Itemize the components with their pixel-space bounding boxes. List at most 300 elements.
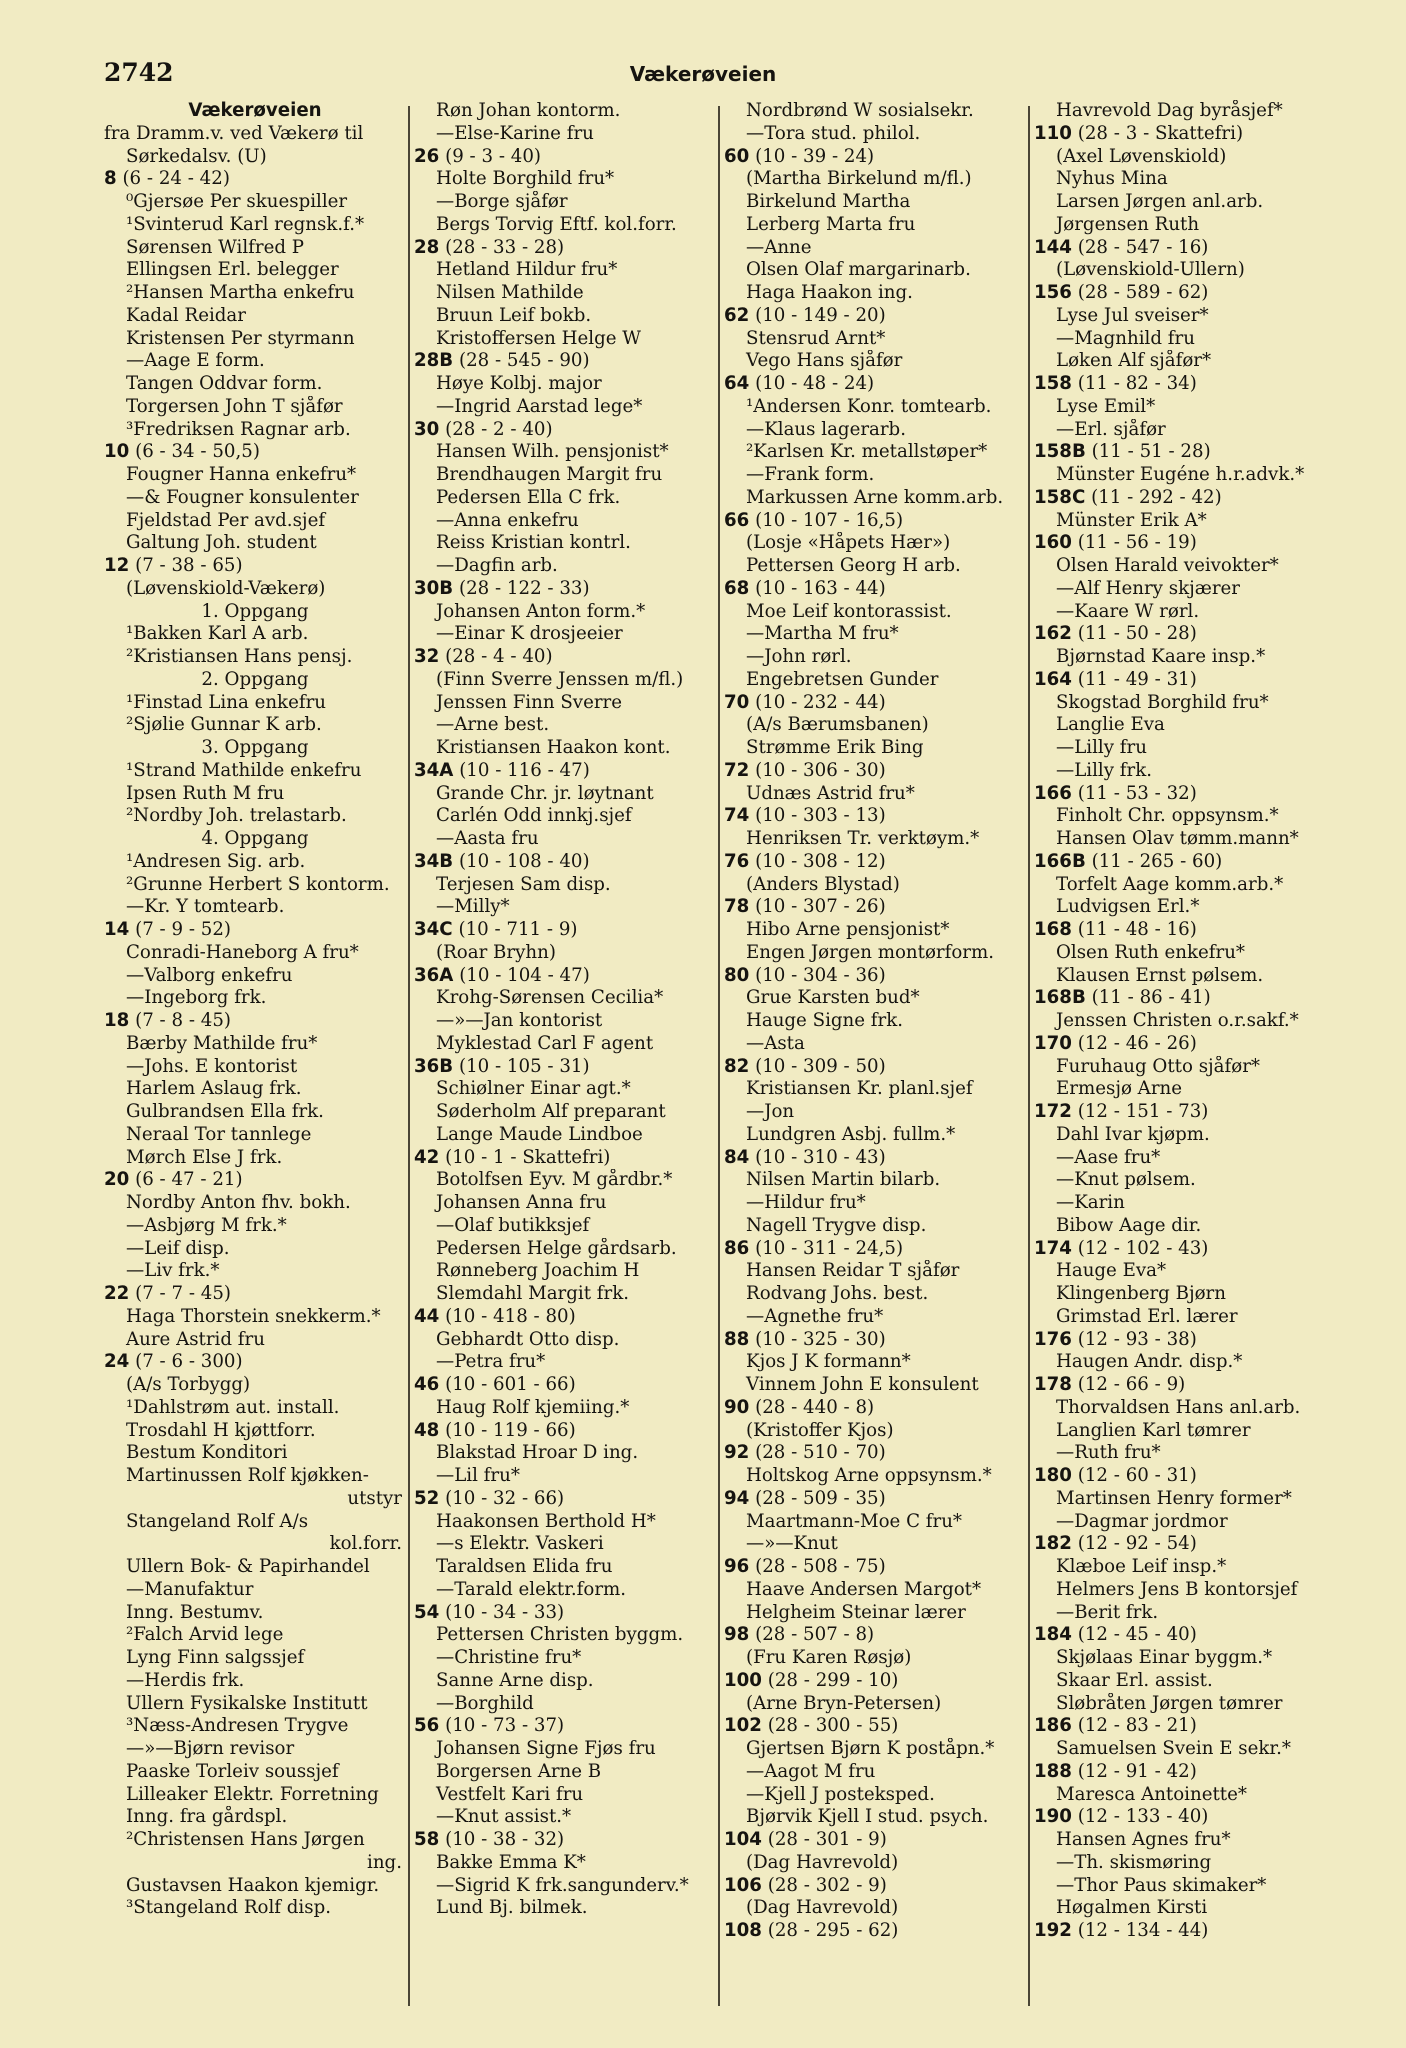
house-number: 172	[1034, 1101, 1072, 1122]
resident-entry: Søderholm Alf preparant	[436, 1101, 666, 1122]
resident-entry: Klausen Ernst pølsem.	[1056, 964, 1264, 986]
resident-entry: —Ingrid Aarstad lege*	[436, 395, 643, 417]
property-info: (10 - 325 - 30)	[755, 1328, 886, 1350]
house-number-entry	[104, 168, 406, 191]
house-number: 162	[1034, 623, 1072, 645]
resident-entry: Nilsen Mathilde	[436, 282, 584, 303]
resident-entry: Kristoffersen Helge W	[436, 327, 641, 349]
resident-entry: —Ruth fru*	[1056, 1442, 1161, 1464]
resident-entry: —Martha M fru*	[746, 623, 899, 645]
house-number: 22	[104, 1283, 130, 1304]
house-number: 8	[104, 168, 117, 190]
resident-entry: ¹Finstad Lina enkefru	[126, 691, 326, 713]
property-info: (7 - 6 - 300)	[135, 1351, 243, 1373]
house-number-entry	[724, 1829, 1026, 1852]
resident-entry: Reiss Kristian kontrl.	[436, 532, 631, 554]
entry-continuation: kol.forr.	[329, 1533, 402, 1555]
house-number-entry	[724, 1875, 1026, 1898]
resident-entry: Lyse Emil*	[1056, 395, 1156, 417]
resident-entry: Helgheim Steinar lærer	[746, 1601, 966, 1623]
resident-entry: Haug Rolf kjemiing.*	[436, 1396, 630, 1418]
resident-entry: Sørkedalsv. (U)	[126, 145, 267, 167]
resident-entry: —Hildur fru*	[746, 1192, 866, 1213]
house-number-entry	[724, 1624, 1026, 1647]
property-info: (10 - 232 - 44)	[755, 691, 886, 713]
resident-entry: Kristiansen Kr. planl.sjef	[746, 1078, 973, 1100]
property-info: (10 - 119 - 66)	[445, 1419, 576, 1441]
house-number-entry	[1034, 373, 1336, 396]
resident-entry: Løken Alf sjåfør*	[1056, 350, 1212, 372]
resident-entry: ²Grunne Herbert S kontorm.	[126, 873, 390, 895]
resident-entry: Taraldsen Elida fru	[436, 1556, 613, 1577]
resident-entry: Nyhus Mina	[1056, 168, 1168, 190]
resident-entry: Langlien Karl tømrer	[1056, 1419, 1251, 1441]
resident-entry: Bestum Konditori	[126, 1442, 288, 1464]
house-number-entry	[724, 1556, 1026, 1579]
house-number: 108	[724, 1920, 762, 1941]
resident-entry: Stangeland Rolf A/s	[126, 1510, 309, 1532]
resident-entry: —Dagmar jordmor	[1056, 1510, 1228, 1532]
resident-entry: —Asta	[746, 1032, 805, 1054]
house-number: 54	[414, 1601, 440, 1623]
resident-entry: —s Elektr. Vaskeri	[436, 1533, 604, 1555]
resident-entry: Pedersen Helge gårdsarb.	[436, 1237, 677, 1259]
resident-entry: Terjesen Sam disp.	[436, 873, 611, 895]
house-number-entry	[1034, 441, 1336, 464]
house-number-entry	[1034, 1761, 1336, 1784]
house-number-entry	[104, 555, 406, 578]
resident-entry: Ullern Fysikalske Institutt	[126, 1692, 368, 1714]
resident-entry: Martinussen Rolf kjøkken-	[126, 1465, 369, 1486]
house-number-entry	[1034, 1329, 1336, 1352]
stairway-label: 4. Oppgang	[201, 828, 309, 849]
house-number-entry	[1034, 987, 1336, 1010]
house-number: 14	[104, 919, 130, 940]
house-number-entry	[414, 851, 716, 874]
resident-entry: Tangen Oddvar form.	[126, 373, 323, 394]
house-number: 28	[414, 236, 440, 258]
house-number-entry	[104, 919, 406, 942]
house-number-entry	[724, 578, 1026, 601]
house-number-entry	[414, 1306, 716, 1329]
resident-entry: —»—Bjørn revisor	[126, 1738, 295, 1759]
resident-entry: Haugen Andr. disp.*	[1056, 1351, 1243, 1373]
house-number-entry	[414, 1374, 716, 1397]
house-number: 72	[724, 759, 750, 781]
house-number: 52	[414, 1487, 440, 1509]
house-number: 46	[414, 1374, 440, 1395]
house-number: 166B	[1034, 850, 1086, 872]
resident-entry: Nagell Trygve disp.	[746, 1214, 927, 1236]
resident-entry: —Asbjørg M frk.*	[126, 1214, 287, 1236]
resident-entry: Gjertsen Bjørn K poståpn.*	[746, 1738, 995, 1759]
resident-entry: Martinsen Henry former*	[1056, 1487, 1292, 1509]
resident-entry: —Lilly fru	[1056, 737, 1147, 758]
property-info: (10 - 304 - 36)	[755, 964, 886, 986]
house-number: 178	[1034, 1374, 1072, 1395]
resident-entry: Neraal Tor tannlege	[126, 1123, 312, 1145]
resident-entry: (A/s Torbygg)	[126, 1374, 251, 1395]
resident-entry: —Olaf butikksjef	[436, 1214, 590, 1236]
house-number: 166	[1034, 782, 1072, 804]
resident-entry: (Anders Blystad)	[746, 873, 900, 895]
resident-entry: Hibo Arne pensjonist*	[746, 919, 950, 940]
property-info: (11 - 82 - 34)	[1077, 373, 1197, 394]
resident-entry: Ullern Bok- & Papirhandel	[126, 1556, 370, 1577]
resident-entry: Bjørvik Kjell I stud. psych.	[746, 1806, 989, 1828]
resident-entry: (Dag Havrevold)	[746, 1897, 899, 1919]
house-number: 98	[724, 1624, 750, 1646]
resident-entry: —& Fougner konsulenter	[126, 486, 359, 508]
resident-entry: (Kristoffer Kjos)	[746, 1419, 894, 1441]
resident-entry: Olsen Harald veivokter*	[1056, 555, 1279, 576]
house-number: 88	[724, 1328, 750, 1350]
house-number: 80	[724, 964, 750, 986]
stairway-label: 3. Oppgang	[201, 737, 309, 758]
house-number-entry	[1034, 123, 1336, 146]
resident-entry: —Aase fru*	[1056, 1146, 1161, 1168]
property-info: (12 - 93 - 38)	[1077, 1328, 1197, 1350]
resident-entry: Hansen Wilh. pensjonist*	[436, 441, 669, 463]
house-number-entry	[104, 1010, 406, 1033]
resident-entry: Nilsen Martin bilarb.	[746, 1169, 941, 1191]
property-info: (28 - 301 - 9)	[767, 1829, 887, 1850]
property-info: (6 - 47 - 21)	[135, 1169, 243, 1191]
house-number-entry	[724, 1670, 1026, 1693]
house-number: 158	[1034, 373, 1072, 394]
resident-entry: —Christine fru*	[436, 1647, 582, 1668]
property-info: (10 - 105 - 31)	[458, 1055, 590, 1077]
resident-entry: Jørgensen Ruth	[1056, 213, 1200, 235]
house-number: 176	[1034, 1328, 1072, 1350]
house-number: 56	[414, 1715, 440, 1737]
house-number-entry	[724, 1329, 1026, 1352]
house-number-entry	[1034, 1715, 1336, 1738]
resident-entry: (Fru Karen Røsjø)	[746, 1647, 912, 1668]
resident-entry: —Kaare W rørl.	[1056, 600, 1200, 622]
resident-entry: —Aasta fru	[436, 828, 539, 849]
resident-entry: —Tora stud. philol.	[746, 122, 921, 144]
property-info: (10 - 32 - 66)	[445, 1487, 565, 1509]
resident-entry: —Ingeborg frk.	[126, 987, 267, 1009]
property-info: (10 - 34 - 33)	[445, 1601, 565, 1623]
resident-entry: —John rørl.	[746, 646, 852, 667]
house-number: 78	[724, 896, 750, 918]
house-number: 186	[1034, 1715, 1072, 1737]
resident-entry: Rodvang Johs. best.	[746, 1283, 929, 1304]
resident-entry: Skaar Erl. assist.	[1056, 1669, 1213, 1691]
property-info: (10 - 307 - 26)	[755, 896, 886, 918]
resident-entry: —Frank form.	[746, 464, 875, 485]
property-info: (28 - 547 - 16)	[1077, 236, 1209, 258]
resident-entry: Vestfelt Kari fru	[436, 1783, 584, 1805]
resident-entry: —Thor Paus skimaker*	[1056, 1874, 1267, 1896]
property-info: (28 - 440 - 8)	[755, 1396, 875, 1418]
property-info: (28 - 122 - 33)	[458, 577, 590, 599]
resident-entry: Nordbrønd W sosialsekr.	[746, 100, 974, 121]
resident-entry: Udnæs Astrid fru*	[746, 782, 915, 804]
house-number-entry	[1034, 919, 1336, 942]
resident-entry: Markussen Arne komm.arb.	[746, 486, 1004, 508]
house-number: 10	[104, 441, 130, 463]
resident-entry: (Dag Havrevold)	[746, 1851, 899, 1873]
house-number-entry	[724, 896, 1026, 919]
resident-entry: Gulbrandsen Ella frk.	[126, 1101, 324, 1122]
resident-entry: Bærby Mathilde fru*	[126, 1032, 318, 1054]
house-number-entry	[1034, 1374, 1336, 1397]
property-info: (10 - 104 - 47)	[459, 964, 590, 986]
property-info: (9 - 3 - 40)	[445, 145, 542, 167]
resident-entry: Olsen Ruth enkefru*	[1056, 941, 1246, 963]
resident-entry: —Else-Karine fru	[436, 122, 594, 144]
house-number-entry	[1034, 1033, 1336, 1056]
resident-entry: Blakstad Hroar D ing.	[436, 1442, 639, 1464]
resident-entry: Haave Andersen Margot*	[746, 1578, 982, 1600]
property-info: (28 - 299 - 10)	[767, 1669, 899, 1691]
resident-entry: Fjeldstad Per avd.sjef	[126, 509, 326, 531]
resident-entry: Finholt Chr. oppsynsm.*	[1056, 805, 1279, 827]
resident-entry: Helmers Jens B kontorsjef	[1056, 1578, 1298, 1600]
resident-entry: —Lilly frk.	[1056, 759, 1152, 781]
resident-entry: ¹Bakken Karl A arb.	[126, 623, 309, 645]
resident-entry: Engebretsen Gunder	[746, 668, 939, 690]
resident-entry: ¹Strand Mathilde enkefru	[126, 759, 362, 781]
property-info: (7 - 7 - 45)	[135, 1283, 232, 1304]
resident-entry: —Berit frk.	[1056, 1601, 1159, 1623]
house-number-entry	[1034, 623, 1336, 646]
property-info: (28 - 508 - 75)	[755, 1556, 886, 1577]
property-info: (10 - 303 - 13)	[755, 805, 886, 827]
resident-entry: Bruun Leif bokb.	[436, 304, 592, 326]
resident-entry: Lilleaker Elektr. Forretning	[126, 1783, 379, 1805]
resident-entry: ²Hansen Martha enkefru	[126, 282, 355, 303]
property-info: (11 - 50 - 28)	[1077, 623, 1197, 645]
resident-entry: Münster Eugéne h.r.advk.*	[1056, 464, 1305, 485]
house-number: 36A	[414, 964, 454, 986]
property-info: (10 - 601 - 66)	[445, 1374, 576, 1395]
property-info: (11 - 292 - 42)	[1091, 486, 1222, 508]
property-info: (7 - 38 - 65)	[135, 555, 243, 576]
house-number: 168	[1034, 919, 1072, 940]
house-number-entry	[724, 1488, 1026, 1511]
house-number: 68	[724, 577, 750, 599]
resident-entry: Carlén Odd innkj.sjef	[436, 805, 632, 827]
resident-entry: Hansen Olav tømm.mann*	[1056, 828, 1299, 849]
street-description: fra Dramm.v. ved Vækerø til	[104, 122, 364, 144]
resident-entry: Høye Kolbj. major	[436, 373, 602, 394]
house-number: 30B	[414, 577, 454, 599]
resident-entry: Hauge Eva*	[1056, 1260, 1167, 1282]
resident-entry: Borgersen Arne B	[436, 1760, 602, 1782]
resident-entry: —Aage E form.	[126, 350, 265, 372]
page-number: 2742	[104, 58, 174, 87]
resident-entry: ³Næss-Andresen Trygve	[126, 1715, 349, 1737]
house-number-entry	[414, 578, 716, 601]
property-info: (28 - 509 - 35)	[755, 1487, 886, 1509]
resident-entry: —Einar K drosjeeier	[436, 623, 623, 645]
house-number-entry	[724, 1442, 1026, 1465]
resident-entry: Ellingsen Erl. belegger	[126, 259, 339, 281]
house-number: 84	[724, 1146, 750, 1168]
resident-entry: ¹Svinterud Karl regnsk.f.*	[126, 213, 365, 235]
house-number: 182	[1034, 1533, 1072, 1555]
resident-entry: —Tarald elektr.form.	[436, 1578, 627, 1600]
property-info: (12 - 134 - 44)	[1077, 1920, 1209, 1941]
house-number-entry	[1034, 1806, 1336, 1829]
resident-entry: Kristensen Per styrmann	[126, 327, 355, 349]
resident-entry: Gebhardt Otto disp.	[436, 1328, 620, 1350]
house-number-entry	[414, 1715, 716, 1738]
resident-entry: (A/s Bærumsbanen)	[746, 714, 929, 736]
resident-entry: —Knut assist.*	[436, 1806, 572, 1828]
property-info: (28 - 33 - 28)	[445, 236, 565, 258]
resident-entry: Haakonsen Berthold H*	[436, 1510, 656, 1532]
house-number-entry	[414, 1420, 716, 1443]
property-info: (28 - 4 - 40)	[445, 646, 553, 667]
resident-entry: —Petra fru*	[436, 1351, 546, 1373]
house-number: 82	[724, 1055, 750, 1077]
house-number-entry	[724, 1238, 1026, 1261]
resident-entry: Pettersen Christen byggm.	[436, 1624, 684, 1646]
house-number-entry	[414, 1147, 716, 1170]
property-info: (28 - 589 - 62)	[1077, 282, 1209, 303]
resident-entry: Lyng Finn salgssjef	[126, 1647, 305, 1668]
property-info: (10 - 306 - 30)	[755, 759, 886, 781]
resident-entry: Lerberg Marta fru	[746, 213, 916, 235]
entry-continuation: ing.	[367, 1851, 402, 1873]
resident-entry: Haga Thorstein snekkerm.*	[126, 1305, 381, 1327]
house-number: 158C	[1034, 486, 1086, 508]
resident-entry: ¹Dahlstrøm aut. install.	[126, 1396, 340, 1418]
resident-entry: —Herdis frk.	[126, 1669, 245, 1691]
property-info: (12 - 66 - 9)	[1077, 1374, 1186, 1395]
resident-entry: Maartmann-Moe C fru*	[746, 1510, 963, 1532]
house-number: 96	[724, 1556, 750, 1577]
directory-column-4	[1034, 100, 1336, 2020]
house-number-entry	[1034, 1533, 1336, 1556]
house-number: 188	[1034, 1760, 1072, 1782]
resident-entry: (Løvenskiold-Vækerø)	[126, 577, 326, 599]
property-info: (11 - 51 - 28)	[1091, 441, 1211, 463]
property-info: (12 - 133 - 40)	[1077, 1806, 1209, 1828]
house-number-entry	[104, 1169, 406, 1192]
resident-entry: Hansen Reidar T sjåfør	[746, 1260, 960, 1282]
house-number: 86	[724, 1237, 750, 1259]
house-number-entry	[1034, 669, 1336, 692]
resident-entry: Lundgren Asbj. fullm.*	[746, 1123, 956, 1145]
resident-entry: Lyse Jul sveiser*	[1056, 304, 1209, 326]
resident-entry: —Borghild	[436, 1692, 534, 1714]
property-info: (12 - 83 - 21)	[1077, 1715, 1197, 1737]
resident-entry: Krohg-Sørensen Cecilia*	[436, 987, 664, 1009]
resident-entry: Stensrud Arnt*	[746, 327, 886, 349]
resident-entry: Røn Johan kontorm.	[436, 100, 621, 121]
property-info: (10 - 309 - 50)	[755, 1055, 886, 1077]
resident-entry: Jenssen Finn Sverre	[436, 691, 622, 713]
house-number: 34C	[414, 919, 453, 940]
resident-entry: Pettersen Georg H arb.	[746, 555, 961, 576]
resident-entry: Mørch Else J frk.	[126, 1146, 283, 1168]
property-info: (28 - 295 - 62)	[767, 1920, 899, 1941]
house-number-entry	[1034, 783, 1336, 806]
house-number-entry	[414, 237, 716, 260]
resident-entry: —Milly*	[436, 896, 510, 918]
property-info: (10 - 711 - 9)	[458, 919, 578, 940]
column-divider	[1028, 106, 1030, 2006]
house-number: 42	[414, 1146, 440, 1168]
property-info: (12 - 151 - 73)	[1077, 1101, 1209, 1122]
house-number: 20	[104, 1169, 130, 1191]
resident-entry: Sørensen Wilfred P	[126, 236, 305, 258]
resident-entry: Henriksen Tr. verktøym.*	[746, 828, 980, 849]
house-number: 190	[1034, 1806, 1072, 1828]
directory-columns	[104, 100, 1344, 2020]
resident-entry: Torfelt Aage komm.arb.*	[1056, 873, 1284, 895]
resident-entry: Larsen Jørgen anl.arb.	[1056, 191, 1264, 212]
house-number: 44	[414, 1305, 440, 1327]
resident-entry: ²Falch Arvid lege	[126, 1624, 284, 1646]
house-number-entry	[1034, 532, 1336, 555]
resident-entry: Torgersen John T sjåfør	[126, 395, 343, 417]
resident-entry: —Erl. sjåfør	[1056, 418, 1166, 440]
property-info: (28 - 510 - 70)	[755, 1442, 886, 1464]
resident-entry: Skogstad Borghild fru*	[1056, 691, 1269, 713]
house-number-entry	[724, 1920, 1026, 1943]
house-number-entry	[104, 441, 406, 464]
resident-entry: (Finn Sverre Jenssen m/fl.)	[436, 668, 684, 690]
house-number: 104	[724, 1829, 762, 1850]
resident-entry: Grue Karsten bud*	[746, 987, 920, 1009]
property-info: (28 - 545 - 90)	[458, 350, 590, 372]
resident-entry: ¹Andresen Sig. arb.	[126, 850, 306, 872]
resident-entry: —Karin	[1056, 1192, 1125, 1213]
house-number: 180	[1034, 1465, 1072, 1486]
resident-entry: Botolfsen Eyv. M gårdbr.*	[436, 1169, 673, 1191]
house-number: 28B	[414, 350, 454, 372]
column-divider	[408, 106, 410, 2006]
house-number: 160	[1034, 532, 1072, 554]
resident-entry: Schiølner Einar agt.*	[436, 1078, 631, 1100]
house-number: 58	[414, 1829, 440, 1850]
resident-entry: ²Christensen Hans Jørgen	[126, 1829, 365, 1850]
resident-entry: Inng. Bestumv.	[126, 1601, 264, 1623]
house-number: 18	[104, 1010, 130, 1031]
resident-entry: —Kjell J posteksped.	[746, 1783, 935, 1805]
house-number: 168B	[1034, 987, 1086, 1009]
resident-entry: ²Nordby Joh. trelastarb.	[126, 805, 347, 827]
resident-entry: Kristiansen Haakon kont.	[436, 737, 671, 758]
house-number: 92	[724, 1442, 750, 1464]
resident-entry: Kadal Reidar	[126, 304, 246, 326]
resident-entry: —Knut pølsem.	[1056, 1169, 1196, 1191]
house-number-entry	[414, 646, 716, 669]
house-number: 30	[414, 418, 440, 440]
resident-entry: Johansen Anna fru	[436, 1192, 607, 1213]
resident-entry: Kjos J K formann*	[746, 1351, 911, 1373]
property-info: (7 - 8 - 45)	[135, 1010, 232, 1031]
resident-entry: —Alf Henry skjærer	[1056, 577, 1240, 599]
resident-entry: ²Sjølie Gunnar K arb.	[126, 714, 322, 736]
resident-entry: Hetland Hildur fru*	[436, 259, 618, 281]
resident-entry: Lund Bj. bilmek.	[436, 1897, 588, 1919]
property-info: (11 - 53 - 32)	[1077, 782, 1197, 804]
resident-entry: Sløbråten Jørgen tømrer	[1056, 1692, 1283, 1714]
resident-entry: Gustavsen Haakon kjemigr.	[126, 1874, 380, 1896]
resident-entry: Ipsen Ruth M fru	[126, 782, 285, 804]
resident-entry: (Axel Løvenskiold)	[1056, 145, 1227, 167]
resident-entry: Moe Leif kontorassist.	[746, 600, 952, 622]
house-number-entry	[414, 1056, 716, 1079]
